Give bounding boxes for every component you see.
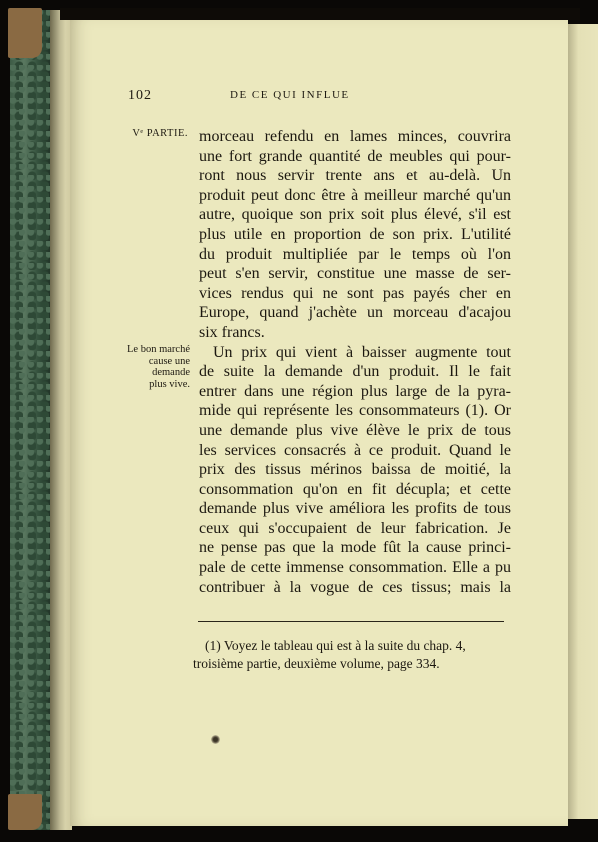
page-number: 102 [128,88,152,103]
footnote-rule [198,621,504,622]
page-header [128,88,498,108]
side-note-line: cause une [148,355,190,367]
side-note-line: Le bon marché [127,344,190,355]
text-line: prix des tissus mérinos baissa de moitié, la [199,461,511,479]
side-note-line: demande [152,367,190,378]
text-line: demande plus vive améliora les profits de tous [199,500,511,518]
footnote-line: troisième partie, deuxième volume, page 334. [193,656,440,671]
text-line: du produit multipliée par le temps où l'on [199,245,511,263]
text-line: morceau refendu en lames minces, couvrira [199,128,511,145]
text-line: Un prix qui vient à baisser augmente tout [213,343,511,361]
running-head: DE CE QUI INFLUE [230,89,350,101]
text-line: une demande plus vive élève le prix de tous [199,421,511,439]
text-line: de suite la demande d'un produit. Il le fait [199,363,511,381]
text-line: ront nous servir trente ans et au-delà. Un [199,167,511,185]
cover-corner-top [8,8,42,58]
text-line: ne pense pas que la mode fût la cause princi- [199,539,511,557]
side-note [72,344,190,390]
text-line: vices rendus qui ne sont pas payés cher en [199,284,511,302]
text-line: entrer dans une région plus large de la pyra- [199,382,511,400]
text-line: les services consacrés à ce produit. Quand le [199,441,511,459]
text-line: plus utile en proportion de son prix. L'utilité [199,225,511,243]
text-line: contribuer à la vogue de ces tissus; mais la [199,578,511,596]
text-line: mide qui représente les consommateurs (1). Or [199,402,511,420]
text-line: une fort grande quantité de meubles qui pour- [199,147,511,165]
facing-page-edge [568,24,598,819]
text-line: consommation qu'on en fit décupla; et cette [199,480,511,498]
page-stack-edge [50,10,72,830]
text-line: produit peut donc être à meilleur marché qu'un [199,186,511,204]
ink-blemish [211,735,220,744]
body-text [199,127,511,597]
text-line: six francs. [199,323,265,341]
text-line: Europe, quand j'achète un morceau d'acajou [199,304,511,322]
part-label: Vᵉ PARTIE. [132,128,188,139]
text-line: pale de cette immense consommation. Elle a pu [199,559,511,577]
cover-corner-bottom [8,794,42,830]
text-line: peut s'en servir, constitue une masse de ser- [199,265,511,283]
text-line: ceux qui s'occupaient de leur fabrication. Je [199,519,511,537]
footnote-line: (1) Voyez le tableau qui est à la suite du chap. 4, [205,638,466,653]
text-line: autre, quoique son prix soit plus élevé, s'il est [199,206,511,224]
footnote [193,637,505,673]
book-cover-marbled [10,10,50,830]
top-shadow [60,8,580,20]
side-note-line: plus vive. [149,378,190,390]
